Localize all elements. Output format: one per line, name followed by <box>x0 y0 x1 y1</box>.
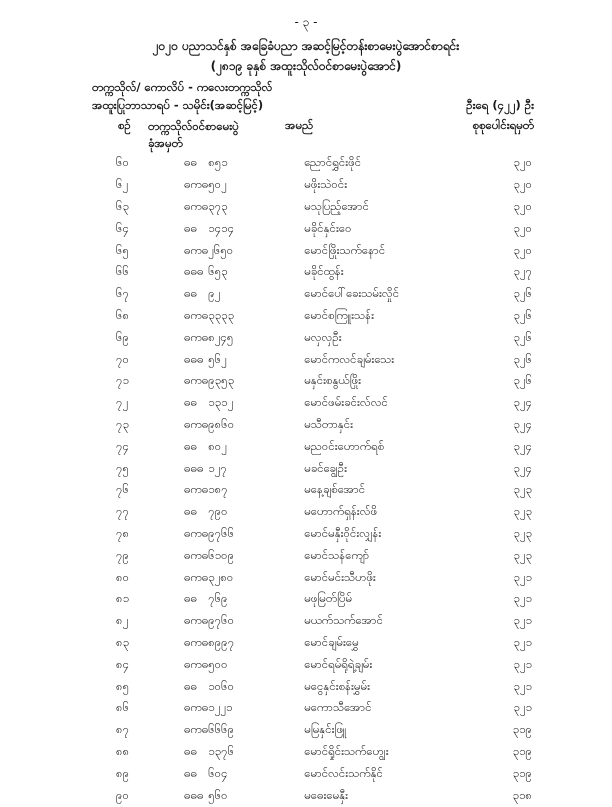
candidate-name: မကောသီအောင် <box>304 700 372 715</box>
column-header-roll: တက္ကသိုလ်ဝင်စာမေးပွဲ ခုံအမှတ် <box>148 119 239 150</box>
roll-number: ၉၈၆၀ <box>208 416 235 431</box>
table-row <box>0 327 612 349</box>
table-row <box>0 676 612 698</box>
row-number: ၈၅ <box>116 678 130 693</box>
roll-prefix: ဓဓ <box>184 220 197 235</box>
table-row <box>0 218 612 240</box>
roll-prefix: ဓကဓ <box>184 722 209 737</box>
row-number: ၈၆ <box>116 700 130 715</box>
row-number: ၇၅ <box>116 460 129 475</box>
roll-number: ၁၄၁၄ <box>208 220 235 235</box>
roll-prefix: ဓကဓ <box>184 656 209 671</box>
roll-number: ၅၀၀ <box>208 656 228 671</box>
roll-number: ၂၆၅၀ <box>208 242 234 257</box>
row-number: ၇၄ <box>116 438 129 453</box>
row-number: ၇၂ <box>116 395 129 410</box>
candidate-name: မနှင်းစနွယ်ဖြိုး <box>304 373 362 388</box>
roll-number: ၈၉၉၇ <box>208 634 235 649</box>
roll-prefix: ဓကဓ <box>184 177 209 192</box>
row-number: ၈၂ <box>116 613 129 628</box>
roll-number: ၁၀၆၀ <box>208 678 235 693</box>
roll-number: ၆၆၆၉ <box>208 722 235 737</box>
roll-prefix: ဓကဓ <box>184 613 209 628</box>
row-number: ၆၄ <box>116 220 129 235</box>
total-marks: ၃၂၁ <box>513 591 532 606</box>
roll-number: ၃၇၃ <box>208 198 228 213</box>
candidate-name: မောင်ဖြိုးသက်နောင် <box>304 242 386 257</box>
document-title: ၂၀၂၀ ပညာသင်နှစ် အခြေခံပညာ အဆင့်မြင့်တန်းစာမေးပွဲအောင်စာရင်း <box>152 39 460 53</box>
total-marks: ၃၂၁ <box>513 613 532 628</box>
table-row <box>0 611 612 633</box>
candidate-name: မောင်လင်းသက်နိုင် <box>304 765 383 780</box>
roll-prefix: ဓကဓ <box>184 198 209 213</box>
roll-prefix: ဓကဓ <box>184 242 209 257</box>
roll-prefix: ဓဓ <box>184 765 197 780</box>
table-row <box>0 589 612 611</box>
total-marks: ၃၂၀ <box>513 155 532 170</box>
roll-prefix: ဓဓ <box>184 395 197 410</box>
total-marks: ၃၂၆ <box>513 351 532 366</box>
candidate-name: မောင်ဖမ်းခင်းလ်လင် <box>304 395 388 410</box>
table-row <box>0 175 612 197</box>
total-marks: ၃၂၁ <box>513 656 532 671</box>
candidate-name: မသီတာနှင်း <box>304 416 354 431</box>
table-row <box>0 785 612 807</box>
roll-number: ၆၁၀၉ <box>208 547 235 562</box>
candidate-name: မနေ့ချစ်အောင် <box>304 482 366 497</box>
candidate-name: မဓေးမေနှီး <box>304 787 349 802</box>
roll-number: ၈၅၁ <box>208 155 228 170</box>
roll-prefix: ဓဓဓ <box>184 351 204 366</box>
table-row <box>0 415 612 437</box>
row-number: ၆၀ <box>116 155 129 170</box>
candidate-name: မောင်မနှီးဝိုင်းလျှန်း <box>304 525 382 540</box>
candidate-name: မခင်ချွေဦး <box>304 460 348 475</box>
total-marks: ၃၂၆ <box>513 373 532 388</box>
roll-number: ၈၂၄၅ <box>208 329 234 344</box>
candidate-name: မောင်ပေါ်ခေးသမ်းလှိုင် <box>304 286 400 301</box>
roll-prefix: ဓကဓ <box>184 307 209 322</box>
table-row <box>0 393 612 415</box>
total-marks: ၃၂၃ <box>513 504 532 519</box>
row-number: ၆၉ <box>116 329 129 344</box>
roll-prefix: ဓဓဓ <box>184 460 204 475</box>
roll-number: ၁၂၂၁ <box>208 700 233 715</box>
candidate-name: မဟောက်ရှန်းလ်ဖိ <box>304 504 378 519</box>
row-number: ၆၈ <box>116 307 130 322</box>
roll-prefix: ဓဓ <box>184 678 197 693</box>
total-marks: ၃၂၃ <box>513 525 532 540</box>
candidate-name: မငွေနှင်းစန်းမွှမ်း <box>304 678 371 693</box>
candidate-name: မောင်မင်းသီဟဖိုး <box>304 569 376 584</box>
table-row <box>0 284 612 306</box>
roll-prefix: ဓဓဓ <box>184 264 204 279</box>
roll-prefix: ဓကဓ <box>184 569 209 584</box>
roll-number: ၅၀၂ <box>208 177 227 192</box>
row-number: ၉၀ <box>116 787 129 802</box>
table-row <box>0 262 612 284</box>
roll-prefix: ဓကဓ <box>184 634 209 649</box>
candidate-name: မောင်ချမ်းမွှေ <box>304 634 359 649</box>
candidate-name: မသုပြည့်အောင် <box>304 198 369 213</box>
total-marks: ၃၁၉ <box>512 743 532 758</box>
candidate-name: မဖိုးသဲဝင်း <box>304 177 348 192</box>
table-row <box>0 197 612 219</box>
total-marks: ၃၂၇ <box>513 264 532 279</box>
candidate-name: မောင်ရှိုင်းသက်ဟျွေး <box>304 743 389 758</box>
roll-number: ၇၆၉ <box>208 591 228 606</box>
roll-prefix: ဓကဓ <box>184 416 209 431</box>
roll-prefix: ဓဓဓ <box>184 787 204 802</box>
candidate-name: မလှလှဦး <box>304 329 342 344</box>
subject-line: အထူးပြုဘာသာရပ် - သမိုင်း(အဆင့်မြင့်) <box>92 98 264 112</box>
roll-prefix: ဓဓ <box>184 504 197 519</box>
candidate-name: မယက်သက်အောင် <box>304 613 384 628</box>
table-row <box>0 545 612 567</box>
roll-number: ၁၂၇ <box>208 460 227 475</box>
row-number: ၈၇ <box>116 722 130 737</box>
document-subtitle: (၂၈၁၉ ခုနှစ် အထူးသိုလ်ဝင်စာမေးပွဲအောင်) <box>210 59 402 73</box>
table-row <box>0 742 612 764</box>
total-marks: ၃၂၀ <box>513 242 532 257</box>
candidate-name: မညဝင်းဟောက်ရစ် <box>304 438 385 453</box>
total-marks: ၃၂၁ <box>513 634 532 649</box>
row-number: ၈၈ <box>116 743 130 758</box>
roll-number: ၆၀၄ <box>208 765 228 780</box>
roll-number: ၁၈၇ <box>208 482 228 497</box>
total-marks: ၃၂၃ <box>513 482 532 497</box>
column-header-no: စဉ် <box>118 118 131 132</box>
roll-number: ၉၇၆၆ <box>208 525 235 540</box>
row-number: ၇၀ <box>116 351 129 366</box>
total-marks: ၃၂၃ <box>513 547 532 562</box>
table-row <box>0 763 612 785</box>
roll-prefix: ဓဓ <box>184 743 197 758</box>
candidate-name: မမြနှင်းဖြူ <box>304 722 347 737</box>
roll-prefix: ဓကဓ <box>184 547 209 562</box>
row-number: ၆၆ <box>116 264 129 279</box>
university-line: တက္ကသိုလ်/ ကောလိပ် - ကလေးတက္ကသိုလ် <box>92 80 273 94</box>
row-number: ၈၄ <box>116 656 130 671</box>
candidate-name: မောင်စကြူးသန်း <box>304 307 375 322</box>
total-marks: ၃၁၉ <box>512 722 532 737</box>
roll-number: ၈၀၂ <box>208 438 227 453</box>
table-row <box>0 633 612 655</box>
total-marks: ၃၂၁ <box>513 569 532 584</box>
roll-number: ၉၇၆၀ <box>208 613 235 628</box>
table-row <box>0 720 612 742</box>
roll-number: ၅၆၀ <box>208 787 228 802</box>
row-number: ၇၃ <box>116 416 129 431</box>
total-marks: ၃၁၉ <box>512 765 532 780</box>
roll-number: ၇၉၀ <box>208 504 228 519</box>
total-marks: ၃၂၀ <box>513 177 532 192</box>
total-marks: ၃၂၀ <box>513 220 532 235</box>
total-marks: ၃၂၆ <box>513 286 532 301</box>
row-number: ၇၉ <box>116 547 129 562</box>
total-marks: ၃၂၆ <box>513 307 532 322</box>
roll-number: ၉၃၅၃ <box>208 373 235 388</box>
candidate-name: မောင်ရမ်ရိုရဲ့ချမ်း <box>304 656 373 671</box>
row-number: ၇၇ <box>116 504 129 519</box>
roll-prefix: ဓကဓ <box>184 482 209 497</box>
candidate-name: မခိုင်နှင်းဝေ <box>304 220 352 235</box>
roll-prefix: ဓဓ <box>184 286 197 301</box>
table-row <box>0 306 612 328</box>
table-row <box>0 153 612 175</box>
roll-prefix: ဓကဓ <box>184 700 209 715</box>
candidate-name: ညောင်ရွှင်းဖိုင် <box>304 155 362 170</box>
roll-number: ၁၃၇၆ <box>208 743 235 758</box>
total-marks: ၃၁၈ <box>512 787 532 802</box>
column-header-name: အမည် <box>285 118 314 132</box>
roll-prefix: ဓဓ <box>184 591 197 606</box>
total-marks: ၃၂၄ <box>513 460 532 475</box>
roll-number: ၃၃၃၃ <box>208 307 235 322</box>
total-marks: ၃၂၁ <box>513 700 532 715</box>
table-row <box>0 480 612 502</box>
total-marks: ၃၂၀ <box>513 198 532 213</box>
total-marks: ၃၂၄ <box>513 416 532 431</box>
table-row <box>0 502 612 524</box>
row-number: ၇၁ <box>116 373 129 388</box>
row-number: ၆၃ <box>116 198 129 213</box>
roll-prefix: ဓဓ <box>184 438 197 453</box>
table-row <box>0 349 612 371</box>
row-number: ၆၂ <box>116 177 129 192</box>
roll-number: ၉၂ <box>208 286 221 301</box>
table-row <box>0 371 612 393</box>
table-row <box>0 567 612 589</box>
table-row <box>0 458 612 480</box>
results-table <box>0 153 612 807</box>
row-number: ၈၁ <box>116 591 130 606</box>
row-number: ၆၇ <box>116 286 129 301</box>
roll-prefix: ဓကဓ <box>184 329 209 344</box>
roll-number: ၆၅၃ <box>208 264 228 279</box>
candidate-name: မဖုမြတ်ပြိမ် <box>304 591 353 606</box>
row-number: ၆၅ <box>116 242 129 257</box>
row-number: ၈၉ <box>116 765 130 780</box>
total-marks: ၃၂၄ <box>513 438 532 453</box>
candidate-name: မခိုင်ထွန်း <box>304 264 344 279</box>
roll-prefix: ဓကဓ <box>184 373 209 388</box>
table-row <box>0 240 612 262</box>
table-row <box>0 436 612 458</box>
table-row <box>0 698 612 720</box>
total-marks: ၃၂၄ <box>513 395 532 410</box>
row-number: ၇၆ <box>116 482 129 497</box>
candidate-name: မောင်ကလင်ချမ်းသေး <box>304 351 395 366</box>
roll-number: ၅၆၂ <box>208 351 227 366</box>
total-marks: ၃၂၁ <box>513 678 532 693</box>
roll-prefix: ဓကဓ <box>184 525 209 540</box>
table-row <box>0 524 612 546</box>
candidate-name: မောင်သန်ကျော် <box>304 547 370 562</box>
roll-number: ၁၃၁၂ <box>208 395 234 410</box>
roll-prefix: ဓဓ <box>184 155 197 170</box>
row-number: ၈၀ <box>116 569 130 584</box>
row-number: ၈၃ <box>116 634 130 649</box>
table-row <box>0 654 612 676</box>
total-count: ဦးရေ (၄၂၂) ဦး <box>466 98 534 112</box>
total-marks: ၃၂၆ <box>513 329 532 344</box>
page-number: - ၃ - <box>294 15 318 29</box>
roll-number: ၃၂၈၀ <box>208 569 234 584</box>
column-header-marks: စုစုပေါင်းရမှတ် <box>472 118 534 132</box>
row-number: ၇၈ <box>116 525 130 540</box>
